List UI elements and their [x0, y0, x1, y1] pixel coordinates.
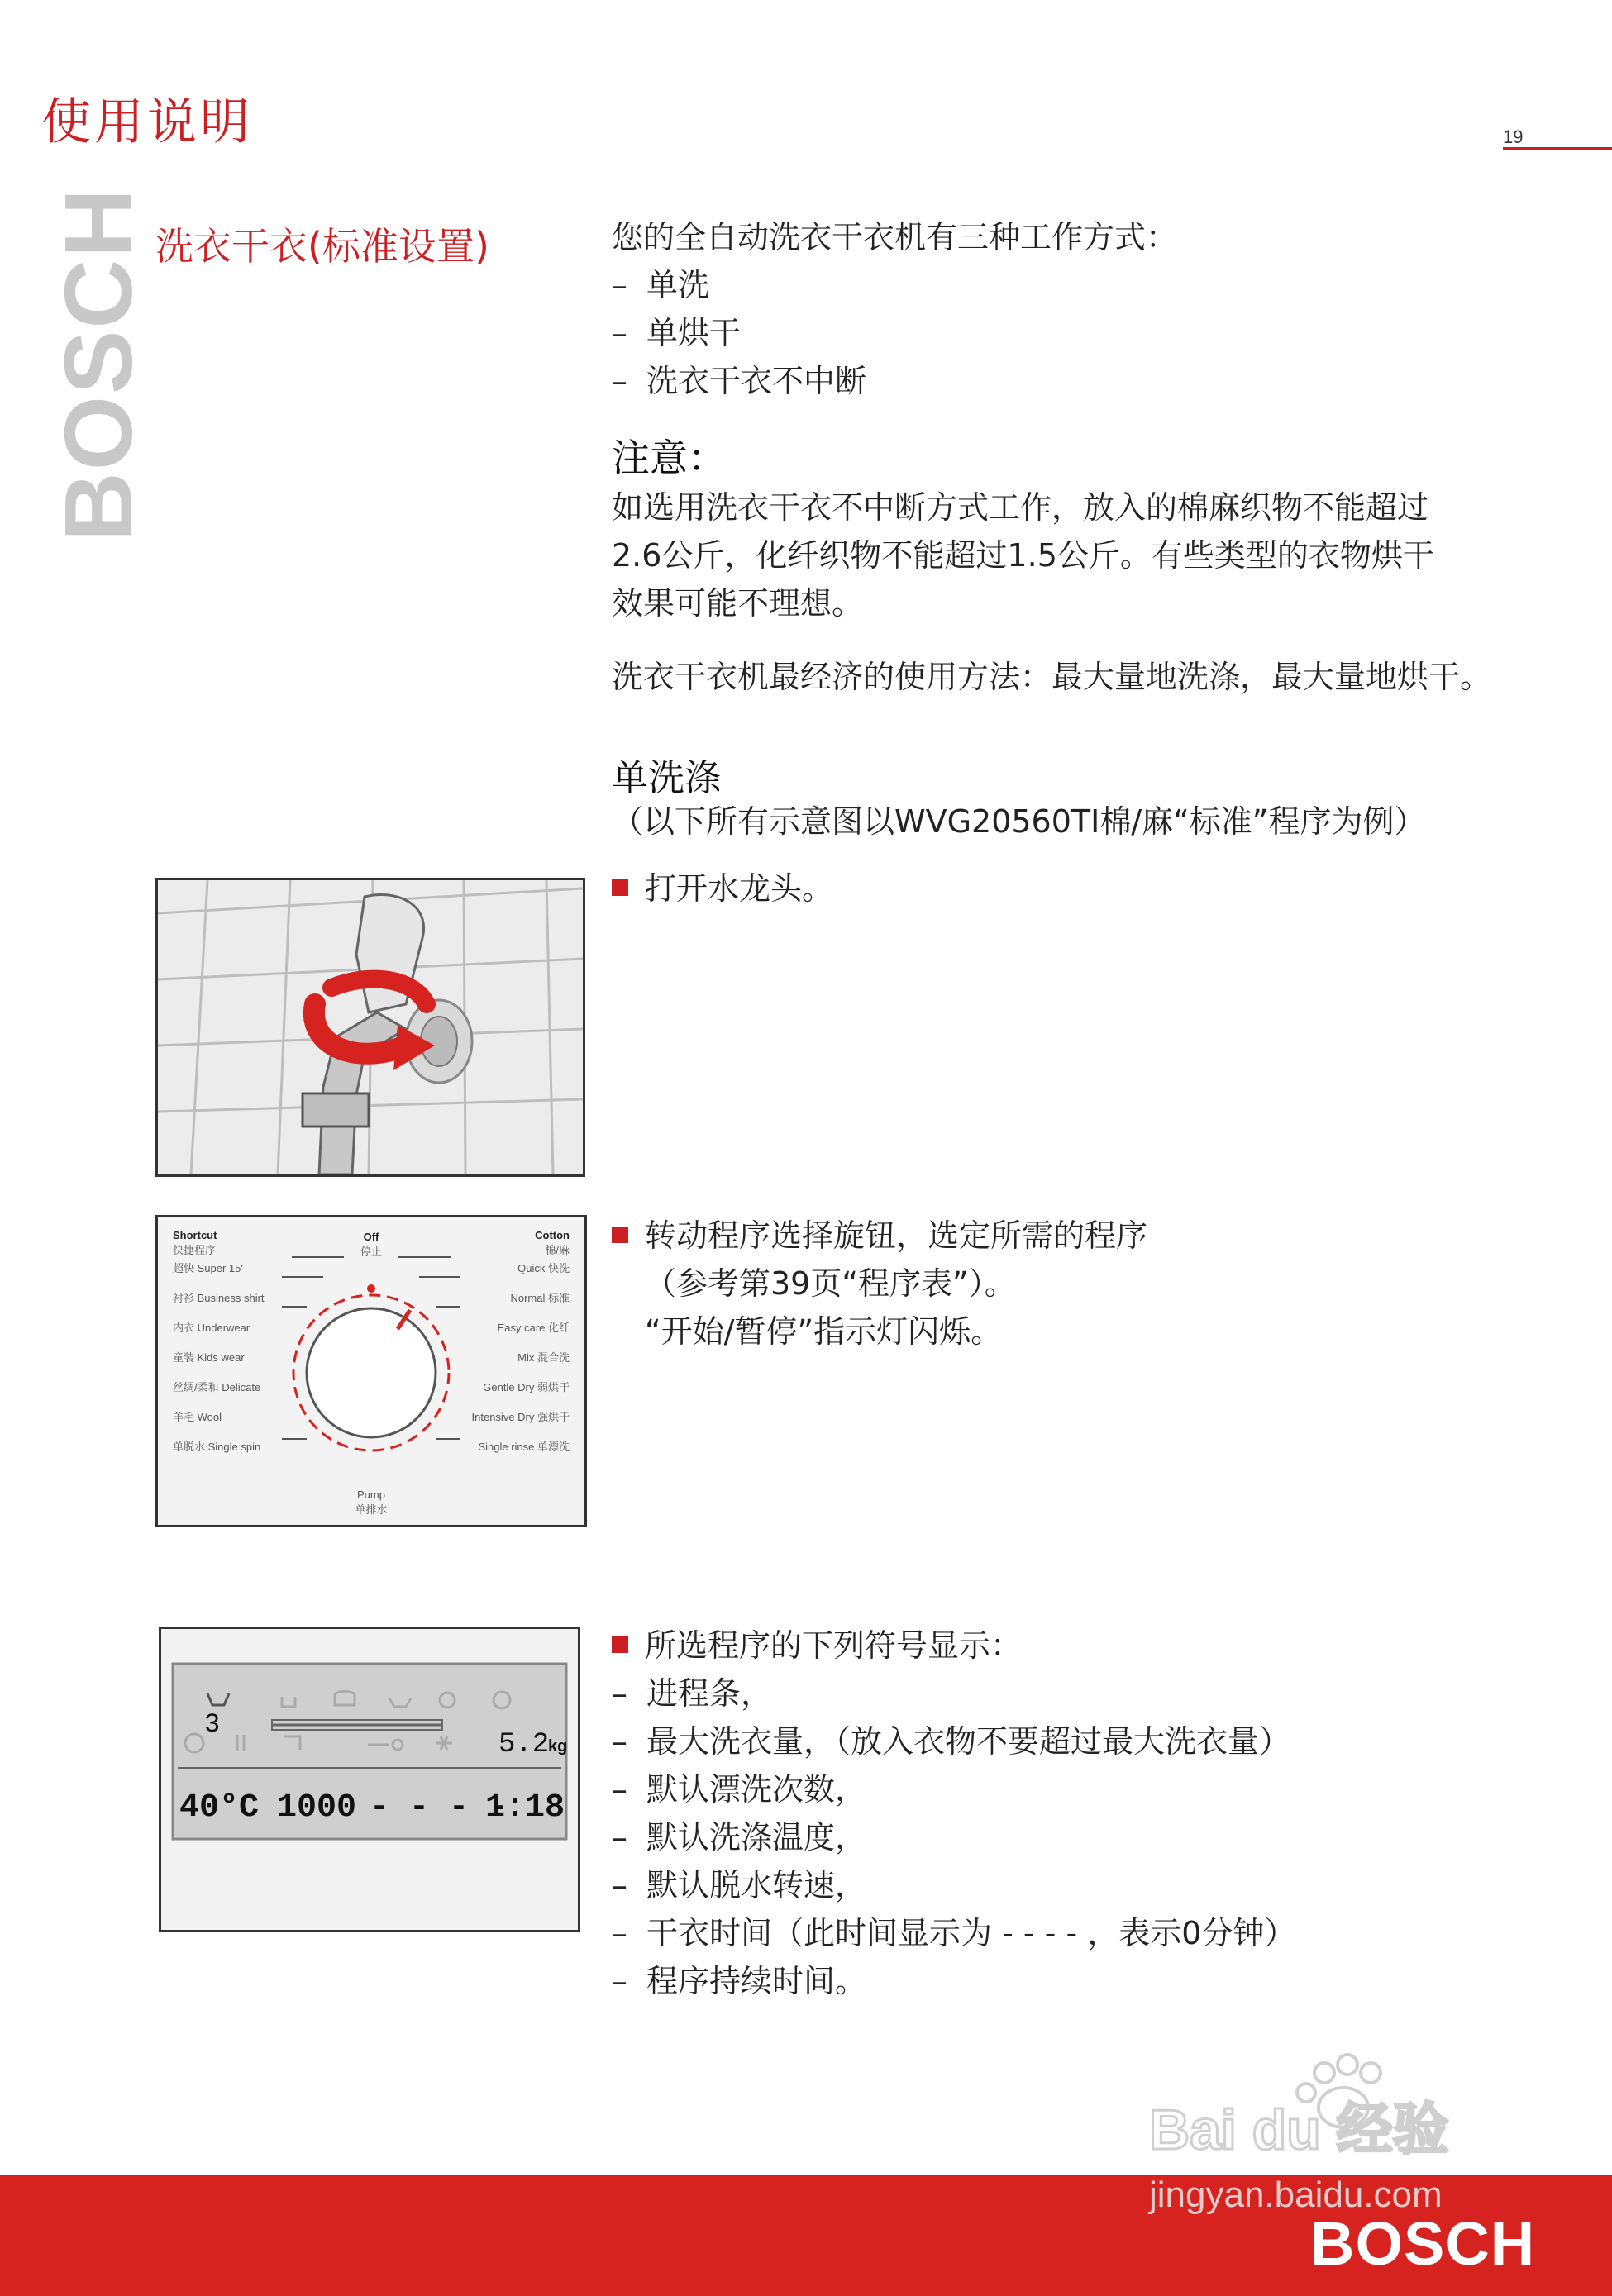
display-symbol-item: – 干衣时间（此时间显示为 - - - - ，表示0分钟） — [612, 1915, 1296, 1951]
dial-program-right: Mix 混合洗 — [517, 1351, 570, 1364]
display-symbol-item: – 默认洗涤温度， — [612, 1819, 867, 1855]
program-dial-panel — [155, 1215, 587, 1527]
subsection-subtitle: （以下所有示意图以WVG20560TI棉/麻“标准”程序为例） — [612, 803, 1426, 840]
notice-heading: 注意： — [612, 436, 726, 480]
side-brand-logo: BOSCH — [45, 187, 152, 541]
dial-program-left: 超快 Super 15' — [173, 1262, 243, 1274]
bullet-square-icon — [612, 1636, 628, 1653]
display-symbol-item: – 进程条， — [612, 1675, 773, 1712]
program-knob[interactable] — [307, 1308, 436, 1437]
page-number: 19 — [1503, 126, 1524, 147]
temperature-readout: 40°C — [179, 1789, 260, 1827]
dial-program-en: Shortcut — [173, 1229, 217, 1241]
duration-readout: 1:18 — [485, 1789, 565, 1827]
notice-line: 如选用洗衣干衣不中断方式工作，放入的棉麻织物不能超过 — [612, 489, 1429, 526]
dial-program-right: Intensive Dry 强烘干 — [471, 1411, 570, 1423]
dial-program-right: Quick 快洗 — [517, 1262, 570, 1274]
dial-program-left: 丝绸/柔和 Delicate — [173, 1381, 261, 1393]
watermark-url: jingyan.baidu.com — [1149, 2175, 1443, 2215]
dial-program-left: 童装 Kids wear — [173, 1351, 245, 1364]
bullet-square-icon — [612, 1227, 628, 1243]
notice-body — [612, 483, 1434, 627]
step-3: 所选程序的下列符号显示： – 进程条， – 最大洗衣量，（放入衣物不要超过最大洗衣量） – 默认漂洗次数， – 默认洗涤温度， – 默认脱水转速， – 干衣时间（此时间显示为 - - - - ，表示0分钟） – 程序持续时间。 — [612, 1622, 1295, 2005]
dial-program-cn: 快捷程序 — [173, 1244, 217, 1256]
dial-program-right: Normal 标准 — [510, 1292, 570, 1304]
section-title: 洗衣干衣(标准设置) — [155, 224, 489, 269]
page-title: 使用说明 — [41, 93, 253, 151]
dial-off-label-cn: 停止 — [360, 1246, 383, 1258]
mode-item: – 单洗 — [612, 267, 710, 303]
display-symbol-item: – 默认脱水转速， — [612, 1867, 867, 1903]
intro-block — [612, 213, 1177, 405]
dry-time-readout: - - - - — [370, 1789, 509, 1827]
display-symbol-item: – 程序持续时间。 — [612, 1963, 867, 1999]
dial-pump-label: Pump — [357, 1489, 385, 1501]
display-symbol-item: – 默认漂洗次数， — [612, 1771, 867, 1808]
header-rule — [1503, 147, 1612, 150]
step-2-line: （参考第39页“程序表”）。 — [645, 1265, 1016, 1302]
lcd-display-illustration — [159, 1627, 580, 1932]
watermark-logo: Bai du 经验 — [1149, 2098, 1449, 2161]
watermark — [1141, 2041, 1538, 2232]
step-1: 打开水龙头。 — [612, 865, 833, 912]
mode-item: – 单烘干 — [612, 315, 742, 351]
dial-program-left: 衬衫 Business shirt — [173, 1292, 265, 1304]
footer-brand-logo: BOSCH — [1310, 2209, 1536, 2278]
spin-readout: 1000 — [277, 1789, 357, 1827]
load-unit: kg — [548, 1737, 568, 1755]
dial-program-cn: 棉/麻 — [545, 1244, 570, 1256]
dial-program-right: Easy care 化纤 — [497, 1322, 570, 1334]
economy-note: 洗衣干衣机最经济的使用方法：最大量地洗涤，最大量地烘干。 — [612, 659, 1492, 695]
dial-program-left: 内衣 Underwear — [173, 1322, 250, 1334]
dial-program-right: Single rinse 单漂洗 — [478, 1441, 570, 1453]
step-2: 转动程序选择旋钮，选定所需的程序 （参考第39页“程序表”）。 “开始/暂停”指示灯闪烁。 — [612, 1212, 1147, 1355]
notice-line: 效果可能不理想。 — [612, 585, 864, 622]
notice-line: 2.6公斤，化纤织物不能超过1.5公斤。有些类型的衣物烘干 — [612, 537, 1434, 574]
bullet-square-icon — [612, 879, 628, 896]
intro-lead: 您的全自动洗衣干衣机有三种工作方式： — [612, 219, 1178, 255]
rinse-count: 3 — [204, 1709, 221, 1740]
dial-pump-label-cn: 单排水 — [355, 1503, 388, 1516]
dial-program-right: Gentle Dry 弱烘干 — [483, 1381, 570, 1393]
display-symbol-item: – 最大洗衣量，（放入衣物不要超过最大洗衣量） — [612, 1723, 1291, 1760]
tap-illustration — [155, 878, 585, 1177]
step-2-line: “开始/暂停”指示灯闪烁。 — [645, 1313, 1003, 1350]
dial-program-left: 羊毛 Wool — [173, 1411, 222, 1423]
load-value: 5.2 — [498, 1729, 550, 1760]
mode-item: – 洗衣干衣不中断 — [612, 363, 867, 399]
dial-off-label: Off — [363, 1231, 379, 1243]
dial-program-left: 单脱水 Single spin — [173, 1441, 261, 1453]
dial-program-en: Cotton — [535, 1229, 570, 1241]
subsection-title: 单洗涤 — [612, 757, 721, 799]
